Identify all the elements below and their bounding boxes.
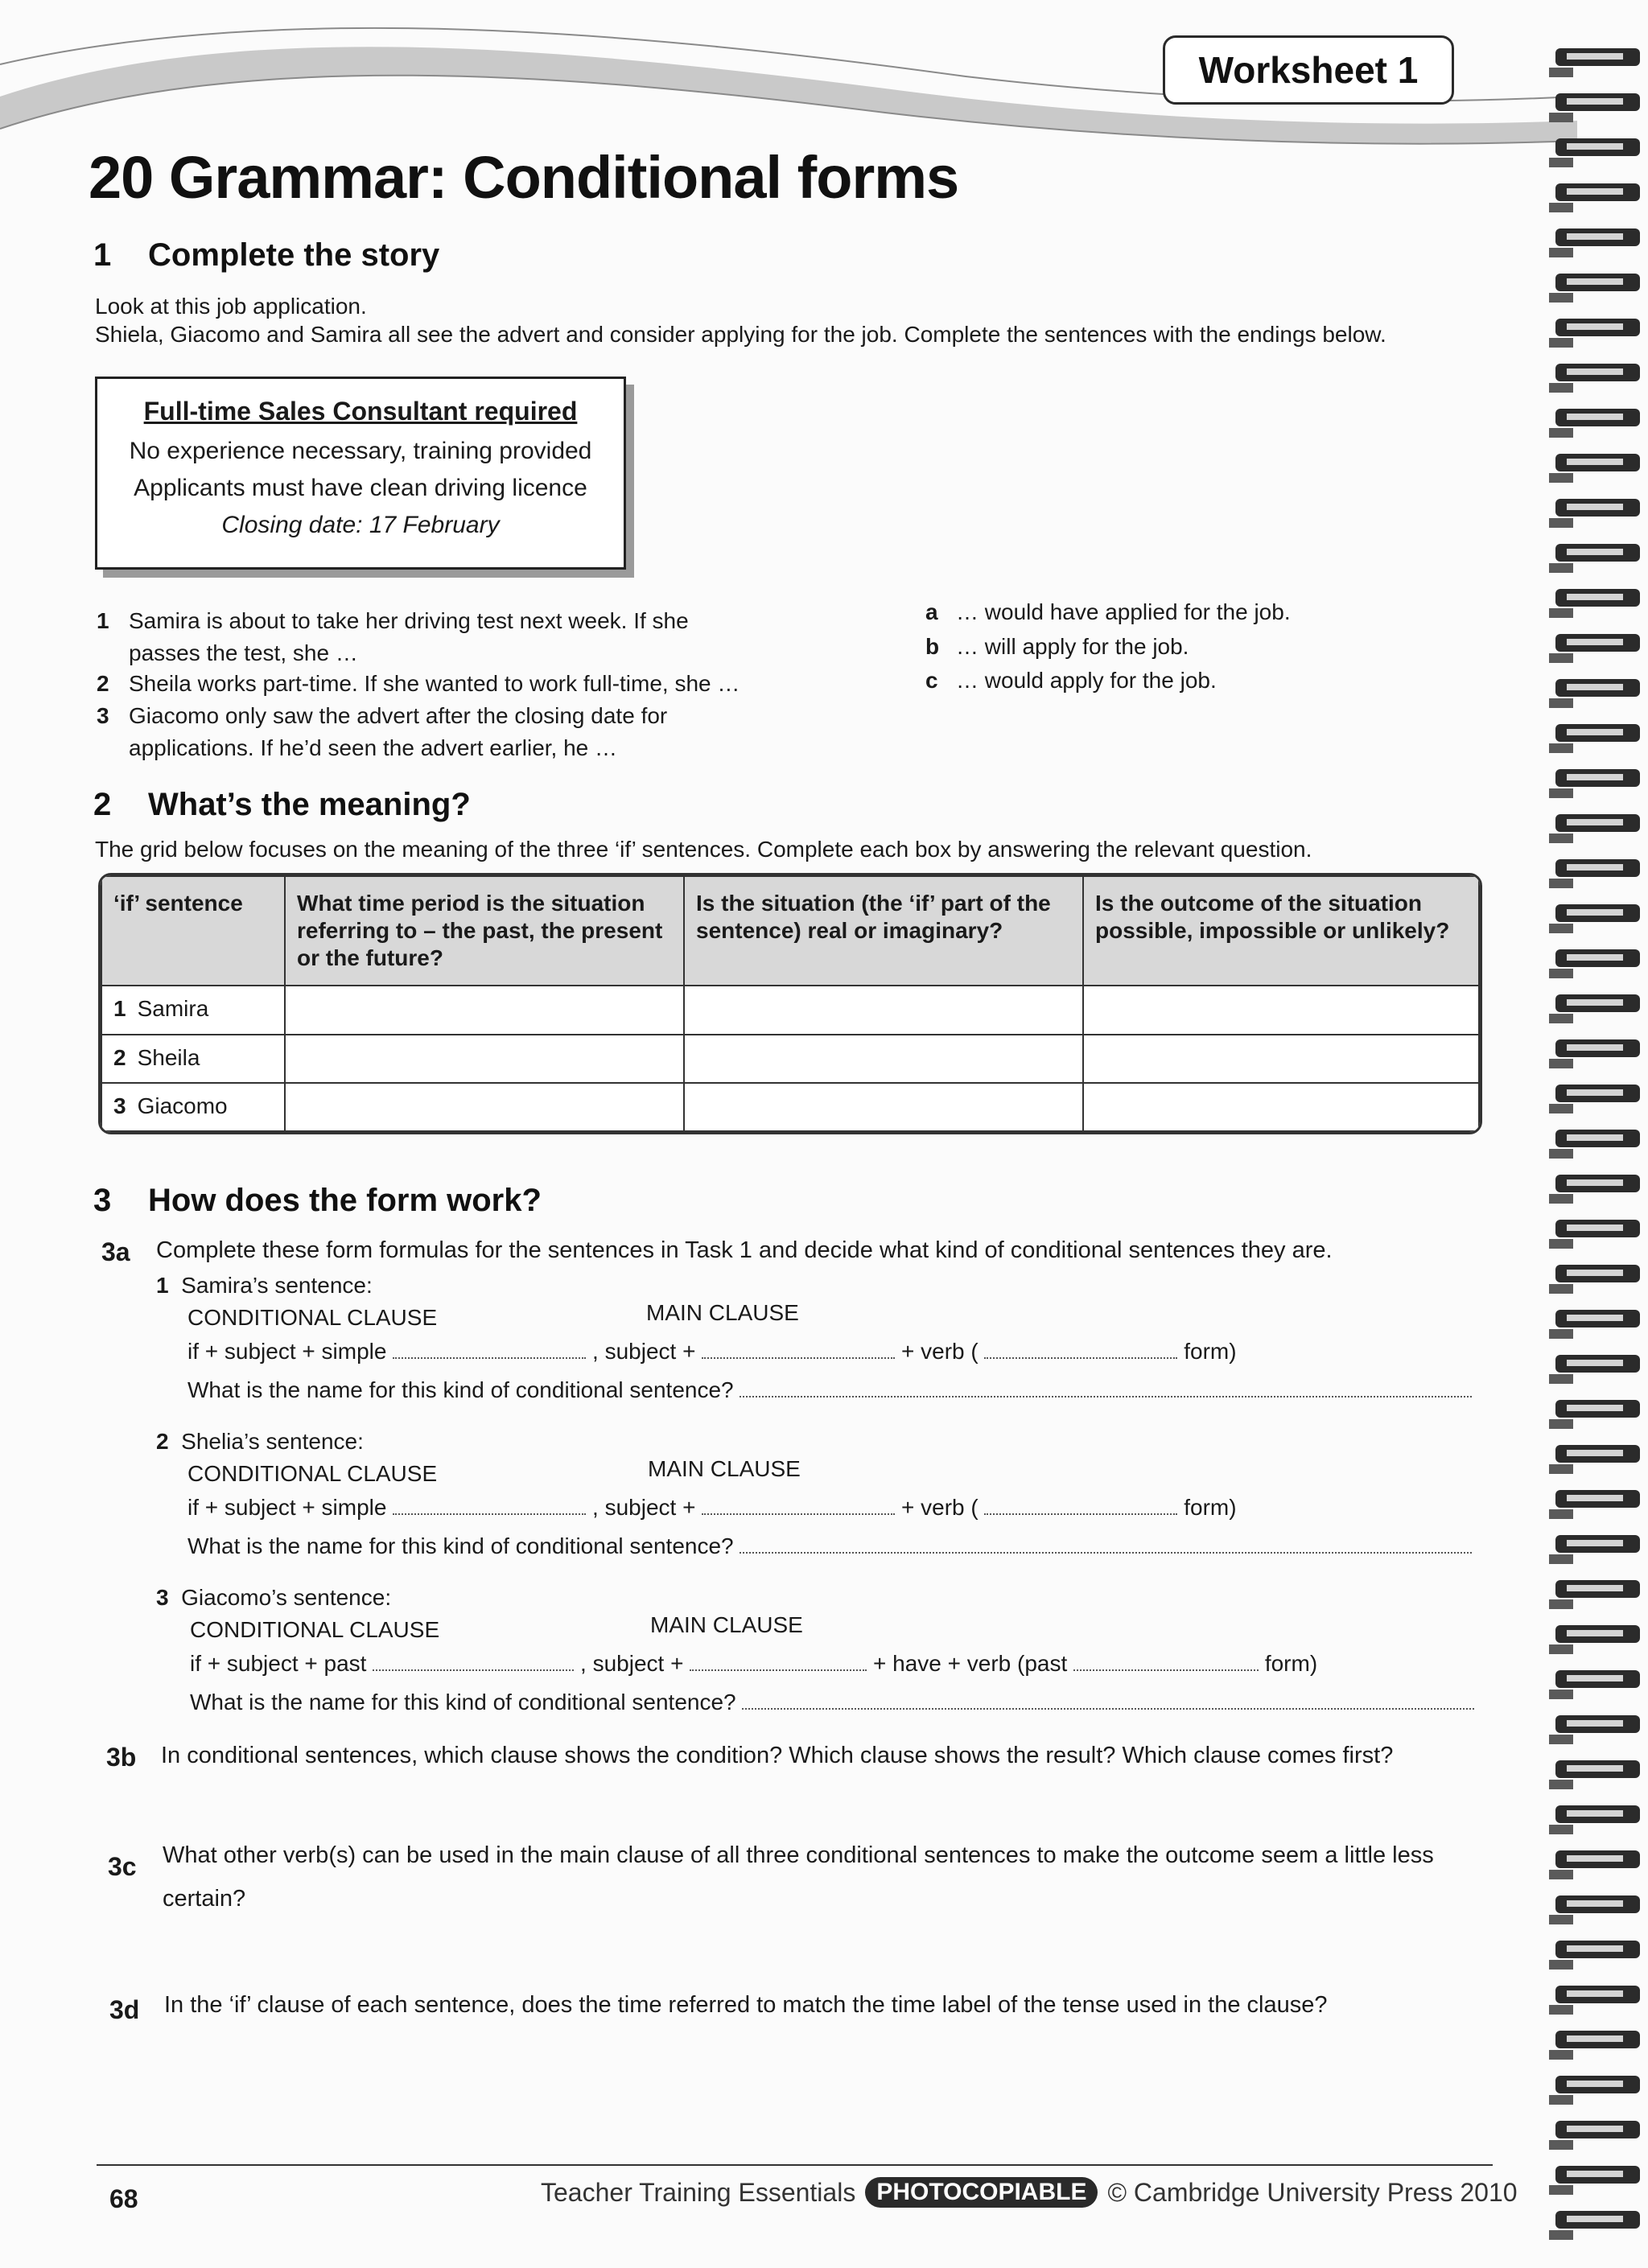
item-who: Giacomo’s sentence: bbox=[181, 1585, 392, 1610]
ending-text: … would have applied for the job. bbox=[956, 599, 1291, 624]
spiral-coil bbox=[1549, 454, 1640, 483]
answer-cell[interactable] bbox=[285, 986, 684, 1034]
spiral-coil bbox=[1549, 274, 1640, 303]
main-clause-label: MAIN CLAUSE bbox=[648, 1456, 801, 1481]
conditional-clause-label: CONDITIONAL CLAUSE bbox=[187, 1461, 438, 1486]
photocopiable-badge: PHOTOCOPIABLE bbox=[865, 2177, 1098, 2208]
grid-header: What time period is the situation referring to – the past, the present or the future? bbox=[285, 876, 684, 986]
ending-b bbox=[925, 634, 1189, 660]
blank-field[interactable] bbox=[1073, 1653, 1259, 1671]
row-label bbox=[101, 1035, 285, 1083]
task1-heading-text: Complete the story bbox=[148, 237, 440, 273]
spiral-coil bbox=[1549, 1850, 1640, 1879]
blank-field[interactable] bbox=[984, 1497, 1177, 1515]
formula-part: , subject + bbox=[580, 1651, 684, 1676]
spiral-coil bbox=[1549, 1805, 1640, 1834]
item-text-cont: passes the test, she … bbox=[129, 640, 358, 665]
spiral-coil bbox=[1549, 183, 1640, 212]
spiral-coil bbox=[1549, 949, 1640, 978]
blank-field[interactable] bbox=[740, 1380, 1472, 1397]
item-text-cont: applications. If he’d seen the advert earlier, he … bbox=[129, 735, 618, 760]
advert-line-2: Applicants must have clean driving licence bbox=[134, 475, 587, 501]
formula-part: , subject + bbox=[592, 1495, 696, 1520]
conditional-clause-label: CONDITIONAL CLAUSE bbox=[187, 1305, 438, 1330]
spiral-coil bbox=[1549, 904, 1640, 933]
spiral-coil bbox=[1549, 499, 1640, 528]
row-number: 1 bbox=[113, 996, 126, 1022]
spiral-coil bbox=[1549, 1895, 1640, 1924]
formula-part: + have + verb (past bbox=[873, 1651, 1068, 1676]
spiral-coil bbox=[1549, 2076, 1640, 2105]
spiral-coil bbox=[1549, 138, 1640, 167]
spiral-coil bbox=[1549, 1580, 1640, 1609]
formula-item-1-who bbox=[156, 1273, 373, 1299]
list-item bbox=[97, 700, 821, 764]
formula-part: if + subject + simple bbox=[187, 1495, 387, 1520]
spiral-coil bbox=[1549, 1265, 1640, 1294]
worksheet-label: Worksheet 1 bbox=[1163, 35, 1454, 105]
ending-a bbox=[925, 599, 1291, 625]
task3-heading bbox=[93, 1183, 542, 1219]
name-question-1 bbox=[187, 1377, 1472, 1403]
formula-item-2-who bbox=[156, 1429, 364, 1455]
spiral-coil bbox=[1549, 93, 1640, 122]
grid-header: ‘if’ sentence bbox=[101, 876, 285, 986]
spiral-coil bbox=[1549, 1400, 1640, 1429]
spiral-coil bbox=[1549, 2031, 1640, 2060]
spiral-coil bbox=[1549, 409, 1640, 438]
ending-c bbox=[925, 668, 1217, 694]
task3d-text: In the ‘if’ clause of each sentence, does the time referred to match the time label of the tense used in the clause? bbox=[164, 1992, 1328, 2018]
formula-line-1 bbox=[187, 1339, 1237, 1365]
blank-field[interactable] bbox=[690, 1653, 867, 1671]
task3c-label: 3c bbox=[108, 1852, 137, 1881]
spiral-coil bbox=[1549, 859, 1640, 888]
grid-header: Is the situation (the ‘if’ part of the sentence) real or imaginary? bbox=[684, 876, 1083, 986]
advert-line-1: No experience necessary, training provided bbox=[129, 438, 592, 464]
task2-heading-text: What’s the meaning? bbox=[148, 787, 471, 822]
row-number: 3 bbox=[113, 1093, 126, 1118]
answer-cell[interactable] bbox=[285, 1083, 684, 1131]
spiral-coil bbox=[1549, 1175, 1640, 1204]
task3-number: 3 bbox=[93, 1183, 112, 1218]
name-question-text: What is the name for this kind of conditional sentence? bbox=[187, 1533, 734, 1558]
ending-text: … would apply for the job. bbox=[956, 668, 1217, 693]
spiral-coil bbox=[1549, 1130, 1640, 1159]
spiral-coil bbox=[1549, 1986, 1640, 2015]
formula-part: form) bbox=[1264, 1651, 1318, 1676]
spiral-coil bbox=[1549, 2121, 1640, 2150]
formula-part: form) bbox=[1184, 1339, 1237, 1364]
blank-field[interactable] bbox=[393, 1341, 586, 1359]
task2-heading bbox=[93, 787, 471, 823]
task2-intro: The grid below focuses on the meaning of the three ‘if’ sentences. Complete each box by answering the relevant question. bbox=[95, 837, 1312, 862]
spiral-coil bbox=[1549, 1085, 1640, 1113]
footer bbox=[541, 2177, 1518, 2208]
blank-field[interactable] bbox=[373, 1653, 574, 1671]
spiral-coil bbox=[1549, 2166, 1640, 2195]
spiral-coil bbox=[1549, 1039, 1640, 1068]
page-number: 68 bbox=[109, 2184, 138, 2213]
answer-cell[interactable] bbox=[285, 1035, 684, 1083]
spiral-coil bbox=[1549, 634, 1640, 663]
item-number: 3 bbox=[156, 1585, 169, 1610]
item-number: 1 bbox=[97, 608, 109, 633]
formula-part: + verb ( bbox=[900, 1339, 978, 1364]
task3b-text: In conditional sentences, which clause shows the condition? Which clause shows the result? Which clause comes first? bbox=[161, 1743, 1394, 1768]
spiral-coil bbox=[1549, 1670, 1640, 1699]
task3c-text-1: What other verb(s) can be used in the main clause of all three conditional sentences to make the outcome seem a little less bbox=[163, 1842, 1434, 1868]
ending-letter: b bbox=[925, 634, 940, 659]
item-number: 2 bbox=[97, 671, 109, 696]
spiral-coil bbox=[1549, 1490, 1640, 1519]
item-text: Samira is about to take her driving test next week. If she bbox=[129, 608, 689, 633]
spiral-coil bbox=[1549, 2211, 1640, 2240]
footer-copyright: © Cambridge University Press 2010 bbox=[1107, 2177, 1518, 2207]
formula-part: if + subject + past bbox=[190, 1651, 367, 1676]
ending-text: … will apply for the job. bbox=[956, 634, 1189, 659]
spiral-coil bbox=[1549, 544, 1640, 573]
row-number: 2 bbox=[113, 1044, 126, 1070]
meaning-grid bbox=[98, 873, 1482, 1134]
advert-line-3: Closing date: 17 February bbox=[221, 512, 500, 538]
answer-cell[interactable] bbox=[684, 1035, 1083, 1083]
spiral-coil bbox=[1549, 724, 1640, 753]
main-clause-label: MAIN CLAUSE bbox=[646, 1300, 799, 1325]
table-row bbox=[101, 986, 1479, 1034]
spiral-coil bbox=[1549, 769, 1640, 798]
formula-part: , subject + bbox=[592, 1339, 696, 1364]
grid-header: Is the outcome of the situation possible, impossible or unlikely? bbox=[1083, 876, 1479, 986]
task2-number: 2 bbox=[93, 787, 112, 822]
task3d-label: 3d bbox=[109, 1995, 140, 2024]
spiral-coil bbox=[1549, 1941, 1640, 1970]
formula-part: if + subject + simple bbox=[187, 1339, 387, 1364]
task1-heading bbox=[93, 237, 439, 274]
task3c-text-2: certain? bbox=[163, 1886, 246, 1912]
advert-title: Full-time Sales Consultant required bbox=[143, 397, 578, 426]
task1-number: 1 bbox=[93, 237, 112, 273]
task3a-text: Complete these form formulas for the sentences in Task 1 and decide what kind of conditional sentences they are. bbox=[156, 1237, 1333, 1263]
spiral-coil bbox=[1549, 1760, 1640, 1789]
spiral-coil bbox=[1549, 1355, 1640, 1384]
blank-field[interactable] bbox=[984, 1341, 1177, 1359]
spiral-binding bbox=[1549, 32, 1648, 2268]
row-label bbox=[101, 1083, 285, 1131]
task3a-label: 3a bbox=[101, 1237, 130, 1266]
main-clause-label: MAIN CLAUSE bbox=[650, 1612, 803, 1637]
blank-field[interactable] bbox=[702, 1341, 895, 1359]
task1-intro-2: Shiela, Giacomo and Samira all see the advert and consider applying for the job. Complete the sentences with the endings below. bbox=[95, 322, 1386, 347]
task3-heading-text: How does the form work? bbox=[148, 1183, 542, 1218]
blank-field[interactable] bbox=[742, 1692, 1474, 1710]
answer-cell[interactable] bbox=[1083, 1035, 1479, 1083]
spiral-coil bbox=[1549, 1625, 1640, 1654]
spiral-coil bbox=[1549, 364, 1640, 393]
spiral-coil bbox=[1549, 1220, 1640, 1249]
item-number: 1 bbox=[156, 1273, 169, 1298]
formula-line-2 bbox=[187, 1495, 1237, 1521]
spiral-coil bbox=[1549, 994, 1640, 1023]
answer-cell[interactable] bbox=[684, 986, 1083, 1034]
page-title: 20 Grammar: Conditional forms bbox=[89, 144, 959, 211]
name-question-text: What is the name for this kind of conditional sentence? bbox=[190, 1690, 736, 1714]
item-who: Shelia’s sentence: bbox=[181, 1429, 364, 1454]
item-number: 3 bbox=[97, 703, 109, 728]
answer-cell[interactable] bbox=[1083, 1083, 1479, 1131]
formula-line-3 bbox=[190, 1651, 1317, 1677]
name-question-3 bbox=[190, 1690, 1474, 1715]
formula-part: form) bbox=[1184, 1495, 1237, 1520]
row-label bbox=[101, 986, 285, 1034]
task3b-label: 3b bbox=[106, 1743, 137, 1772]
footer-divider bbox=[97, 2164, 1493, 2166]
name-question-2 bbox=[187, 1533, 1472, 1559]
ending-letter: c bbox=[925, 668, 938, 693]
table-row bbox=[101, 1083, 1479, 1131]
list-item bbox=[97, 668, 821, 700]
spiral-coil bbox=[1549, 1535, 1640, 1564]
formula-part: + verb ( bbox=[900, 1495, 978, 1520]
ending-letter: a bbox=[925, 599, 938, 624]
row-name: Sheila bbox=[137, 1044, 200, 1070]
item-text: Giacomo only saw the advert after the closing date for bbox=[129, 703, 668, 728]
list-item bbox=[97, 605, 821, 669]
item-text: Sheila works part-time. If she wanted to work full-time, she … bbox=[129, 671, 740, 696]
spiral-coil bbox=[1549, 319, 1640, 348]
spiral-coil bbox=[1549, 589, 1640, 618]
item-number: 2 bbox=[156, 1429, 169, 1454]
name-question-text: What is the name for this kind of conditional sentence? bbox=[187, 1377, 734, 1402]
row-name: Giacomo bbox=[137, 1093, 228, 1118]
conditional-clause-label: CONDITIONAL CLAUSE bbox=[190, 1617, 440, 1642]
spiral-coil bbox=[1549, 814, 1640, 843]
blank-field[interactable] bbox=[393, 1497, 586, 1515]
answer-cell[interactable] bbox=[1083, 986, 1479, 1034]
spiral-coil bbox=[1549, 679, 1640, 708]
spiral-coil bbox=[1549, 228, 1640, 257]
spiral-coil bbox=[1549, 1445, 1640, 1474]
spiral-coil bbox=[1549, 48, 1640, 77]
spiral-coil bbox=[1549, 1310, 1640, 1339]
blank-field[interactable] bbox=[702, 1497, 895, 1515]
blank-field[interactable] bbox=[740, 1536, 1472, 1554]
job-advert bbox=[95, 377, 626, 570]
table-row bbox=[101, 1035, 1479, 1083]
spiral-coil bbox=[1549, 1715, 1640, 1744]
row-name: Samira bbox=[137, 996, 209, 1022]
item-who: Samira’s sentence: bbox=[181, 1273, 373, 1298]
task1-intro-1: Look at this job application. bbox=[95, 294, 367, 319]
formula-item-3-who bbox=[156, 1585, 391, 1611]
footer-book: Teacher Training Essentials bbox=[541, 2177, 856, 2207]
answer-cell[interactable] bbox=[684, 1083, 1083, 1131]
